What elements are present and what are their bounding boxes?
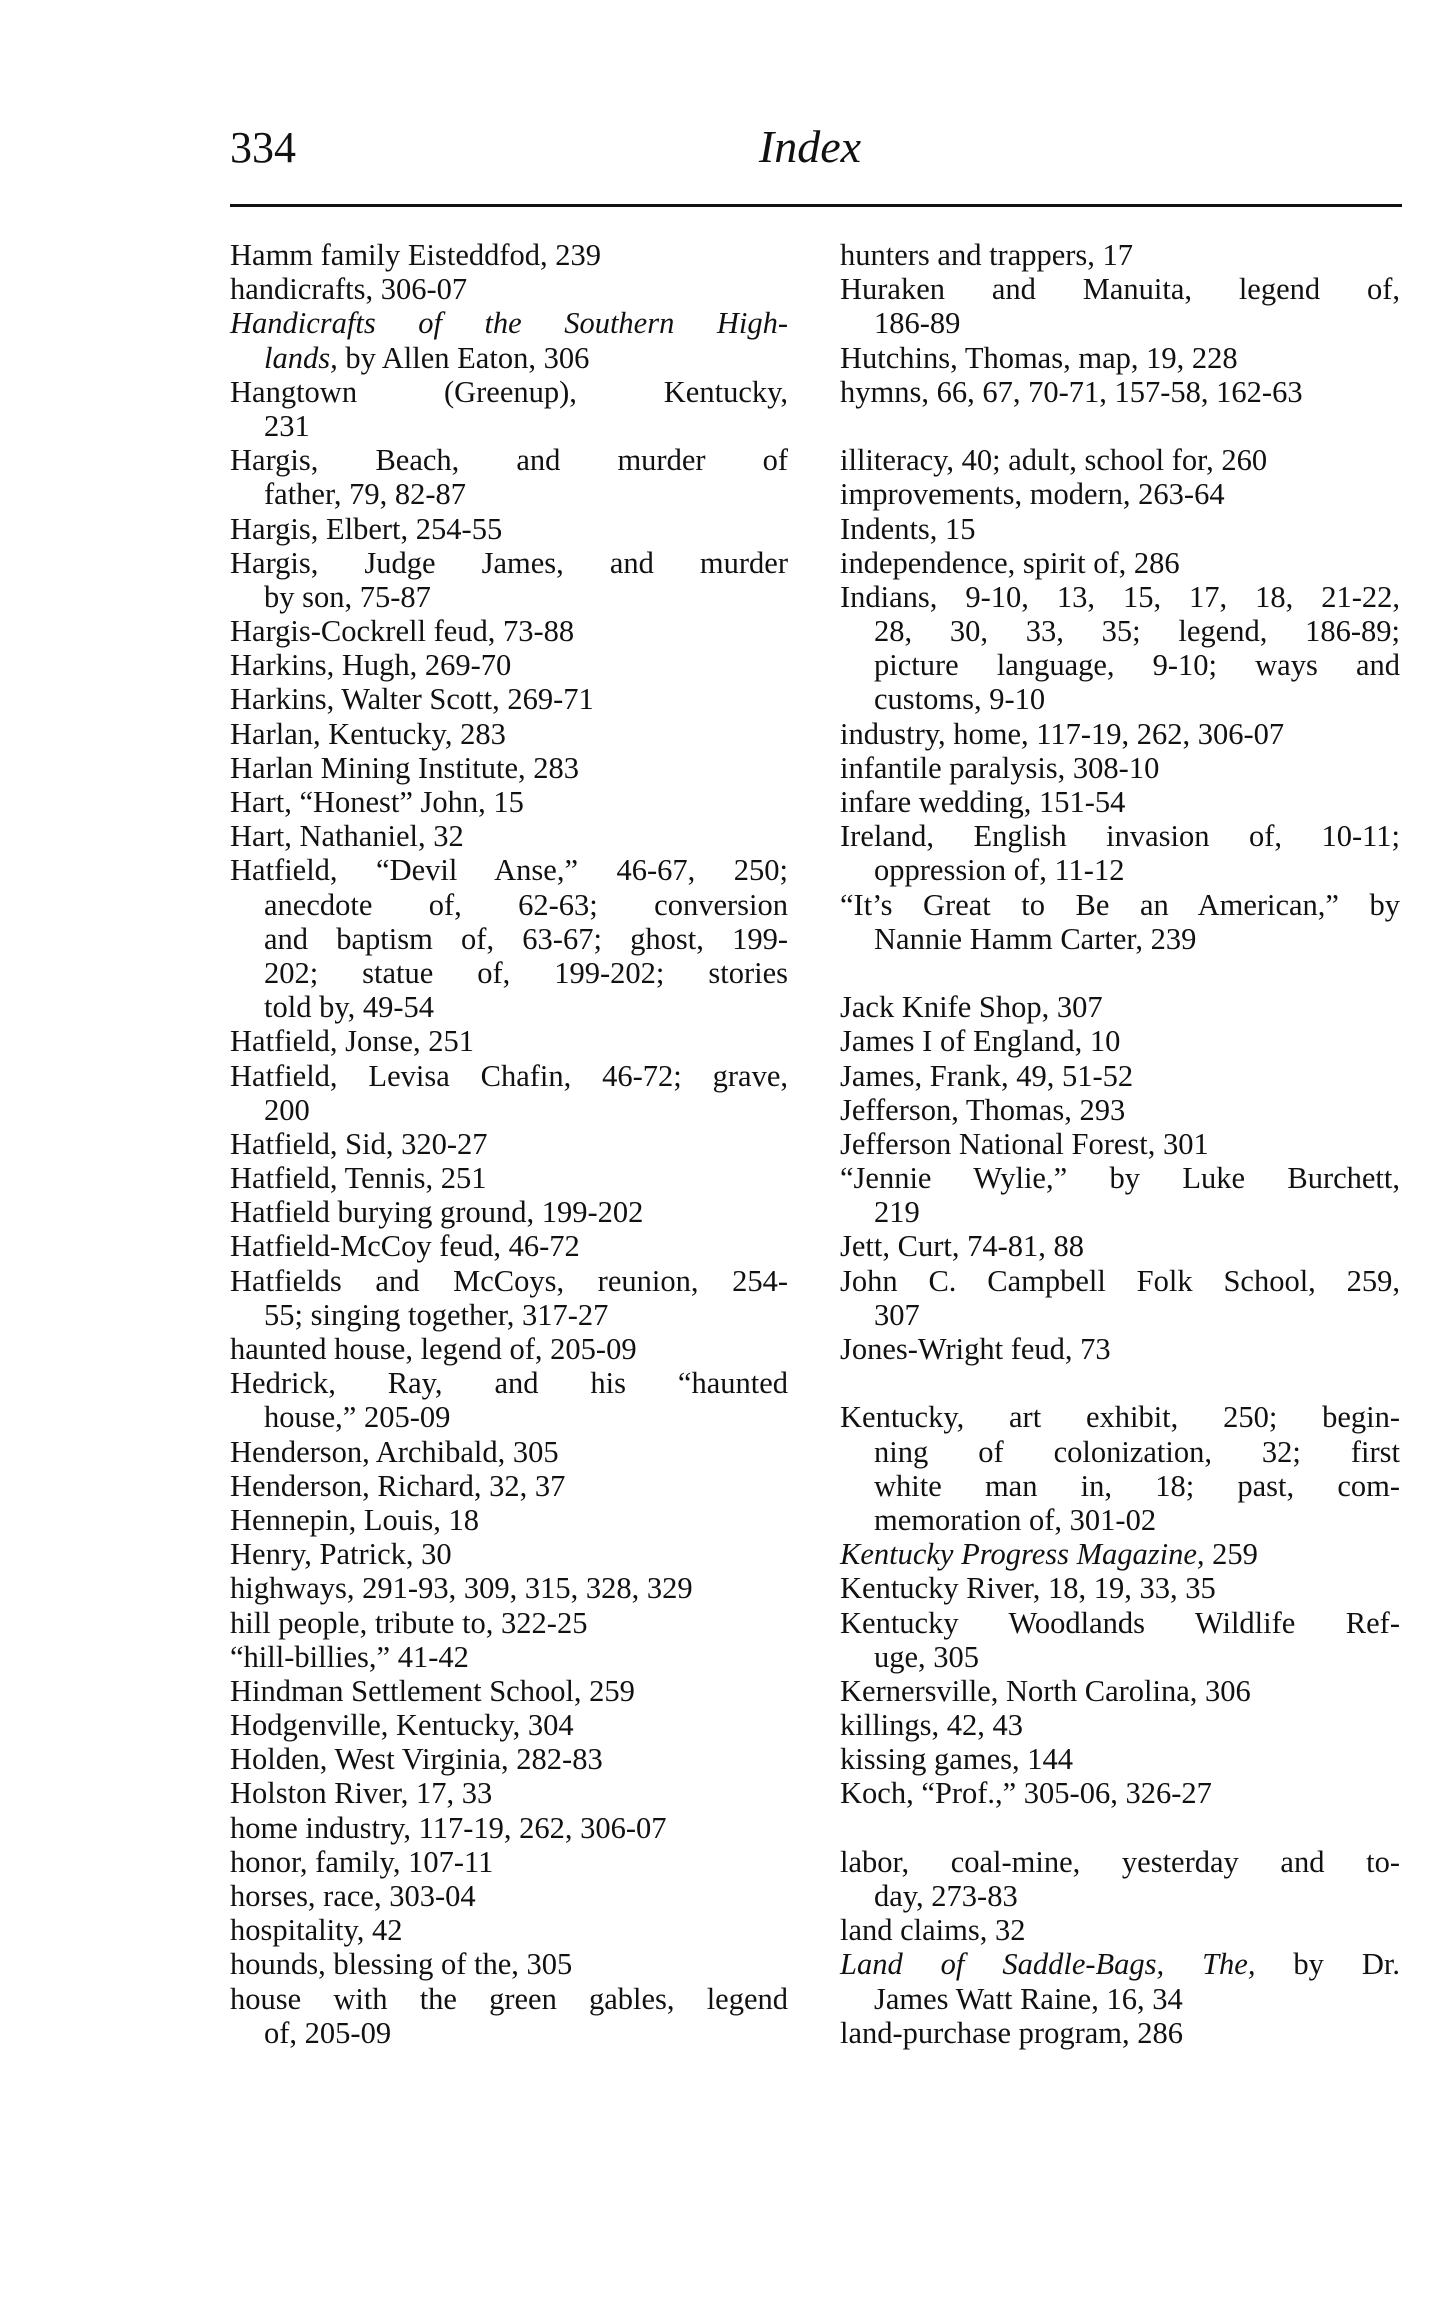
italic-title: Kentucky Progress Magazine, xyxy=(840,1537,1205,1572)
index-entry-line: oppression of, 11-12 xyxy=(874,853,1125,888)
index-entry-line: Hargis, Beach, and murder of xyxy=(230,443,788,478)
index-entry xyxy=(840,1776,1400,1810)
index-entry-line: Jett, Curt, 74-81, 88 xyxy=(840,1229,1084,1264)
index-entry xyxy=(230,306,788,374)
index-entry-line: ning of colonization, 32; first xyxy=(874,1434,1400,1469)
index-entry-line: Harkins, Walter Scott, 269-71 xyxy=(230,682,594,717)
index-entry xyxy=(230,1947,788,1981)
index-entry-line: Harlan, Kentucky, 283 xyxy=(230,716,506,751)
index-entry xyxy=(230,751,788,785)
index-entry-line: Kentucky Progress Magazine, 259 xyxy=(840,1537,1258,1572)
index-entry xyxy=(840,1229,1400,1263)
index-entry-line: hill people, tribute to, 322-25 xyxy=(230,1605,588,1640)
index-entry-line: labor, coal-mine, yesterday and to- xyxy=(840,1844,1400,1879)
index-entry xyxy=(230,853,788,1024)
index-entry xyxy=(230,375,788,443)
index-entry-line: Hatfields and McCoys, reunion, 254- xyxy=(230,1263,788,1298)
index-entry xyxy=(840,1537,1400,1571)
index-entry xyxy=(230,819,788,853)
index-entry xyxy=(230,1161,788,1195)
index-entry xyxy=(840,477,1400,511)
index-entry-line: kissing games, 144 xyxy=(840,1742,1073,1777)
index-entry-line: killings, 42, 43 xyxy=(840,1708,1024,1743)
index-entry-line: haunted house, legend of, 205-09 xyxy=(230,1332,637,1366)
index-entry-line: Kentucky River, 18, 19, 33, 35 xyxy=(840,1571,1216,1606)
index-entry-line: home industry, 117-19, 262, 306-07 xyxy=(230,1810,667,1845)
index-entry xyxy=(230,1571,788,1605)
index-entry xyxy=(840,1093,1400,1127)
index-entry xyxy=(840,1913,1400,1947)
italic-title: Land of Saddle-Bags, The, xyxy=(840,1947,1256,1982)
index-entry xyxy=(840,580,1400,717)
index-entry-line: Hangtown (Greenup), Kentucky, xyxy=(230,374,788,409)
index-entry xyxy=(230,1024,788,1058)
index-entry-line: 307 xyxy=(874,1297,920,1332)
index-entry-line: house,” 205-09 xyxy=(264,1400,451,1435)
index-entry-line: Hatfield, Jonse, 251 xyxy=(230,1024,474,1059)
index-entry-line: land-purchase program, 286 xyxy=(840,2015,1184,2050)
index-entry xyxy=(840,888,1400,956)
index-entry xyxy=(840,1947,1400,2015)
index-entry-line: Hargis-Cockrell feud, 73-88 xyxy=(230,614,575,649)
index-entry xyxy=(230,1195,788,1229)
index-entry xyxy=(840,1161,1400,1229)
index-entry-line: Hargis, Judge James, and murder xyxy=(230,545,788,580)
index-entry-line: Holden, West Virginia, 282-83 xyxy=(230,1742,603,1777)
page-number: 334 xyxy=(230,123,296,172)
index-entry-line: James, Frank, 49, 51-52 xyxy=(840,1058,1134,1093)
index-entry xyxy=(230,1606,788,1640)
index-entry xyxy=(840,1332,1400,1366)
index-entry xyxy=(840,1571,1400,1605)
index-entry-line: Kentucky Woodlands Wildlife Ref- xyxy=(840,1605,1400,1640)
index-entry-line: “It’s Great to Be an American,” by xyxy=(840,887,1400,922)
index-entry-line: by son, 75-87 xyxy=(264,579,431,614)
index-entry xyxy=(840,1264,1400,1332)
index-entry xyxy=(840,375,1400,409)
index-entry xyxy=(230,785,788,819)
index-entry-line: Jefferson National Forest, 301 xyxy=(840,1126,1209,1161)
index-entry xyxy=(230,1982,788,2050)
index-entry-line: 200 xyxy=(264,1092,310,1127)
index-entry-line: Henderson, Richard, 32, 37 xyxy=(230,1468,566,1503)
index-entry-line: Indents, 15 xyxy=(840,511,976,546)
header-rule xyxy=(230,204,1402,207)
index-entry-line: Hatfield, Tennis, 251 xyxy=(230,1161,487,1196)
index-entry-line: anecdote of, 62-63; conversion xyxy=(264,887,788,922)
index-entry-line: hunters and trappers, 17 xyxy=(840,238,1134,272)
index-entry-line: 28, 30, 33, 35; legend, 186-89; xyxy=(874,614,1400,649)
index-entry-line: Jack Knife Shop, 307 xyxy=(840,990,1103,1025)
index-entry-line: “hill-billies,” 41-42 xyxy=(230,1639,469,1674)
index-entry-line: hymns, 66, 67, 70-71, 157-58, 162-63 xyxy=(840,374,1303,409)
index-entry-line: highways, 291-93, 309, 315, 328, 329 xyxy=(230,1571,693,1606)
index-entry-line: 202; statue of, 199-202; stories xyxy=(264,955,788,990)
index-entry xyxy=(840,341,1400,375)
index-entry xyxy=(840,443,1400,477)
index-entry-line: Nannie Hamm Carter, 239 xyxy=(874,921,1197,956)
letter-group-gap xyxy=(840,956,1400,990)
index-entry-line: picture language, 9-10; ways and xyxy=(874,648,1400,683)
index-entry xyxy=(840,512,1400,546)
index-entry xyxy=(230,443,788,511)
index-entry-line: Harlan Mining Institute, 283 xyxy=(230,750,580,785)
index-entry-line: and baptism of, 63-67; ghost, 199- xyxy=(264,921,788,956)
index-entry-line: of, 205-09 xyxy=(264,2015,392,2050)
index-entry-line: Hatfield, Levisa Chafin, 46-72; grave, xyxy=(230,1058,788,1093)
index-entry xyxy=(840,238,1400,272)
letter-group-gap xyxy=(840,1366,1400,1400)
index-entry-line: Kernersville, North Carolina, 306 xyxy=(840,1673,1251,1708)
index-entry-line: Jones-Wright feud, 73 xyxy=(840,1332,1111,1366)
index-entry xyxy=(840,1742,1400,1776)
index-entry xyxy=(230,1708,788,1742)
index-entry-line: hounds, blessing of the, 305 xyxy=(230,1947,573,1982)
index-entry xyxy=(840,1400,1400,1537)
index-entry xyxy=(230,1435,788,1469)
index-entry-line: infantile paralysis, 308-10 xyxy=(840,750,1160,785)
italic-title: lands, xyxy=(264,340,338,375)
index-entry-line: honor, family, 107-11 xyxy=(230,1844,494,1879)
index-entry-line: handicrafts, 306-07 xyxy=(230,272,468,307)
index-entry xyxy=(230,1879,788,1913)
index-entry xyxy=(230,1503,788,1537)
index-entry xyxy=(840,819,1400,887)
index-entry-line: independence, spirit of, 286 xyxy=(840,545,1180,580)
index-entry xyxy=(840,1708,1400,1742)
index-entry xyxy=(230,546,788,614)
index-entry xyxy=(840,1059,1400,1093)
index-entry-line: 219 xyxy=(874,1195,920,1230)
index-column-left xyxy=(230,238,788,2050)
index-entry-line: day, 273-83 xyxy=(874,1879,1018,1913)
index-entry xyxy=(840,1674,1400,1708)
index-entry-line: Hatfield-McCoy feud, 46-72 xyxy=(230,1229,580,1264)
letter-group-gap xyxy=(840,1811,1400,1845)
index-entry-line: Koch, “Prof.,” 305-06, 326-27 xyxy=(840,1776,1212,1811)
index-entry xyxy=(230,614,788,648)
index-entry xyxy=(230,1264,788,1332)
index-entry-line: 231 xyxy=(264,408,310,443)
index-entry xyxy=(840,272,1400,340)
index-entry-line: improvements, modern, 263-64 xyxy=(840,477,1225,512)
index-entry xyxy=(230,1229,788,1263)
index-entry-line: father, 79, 82-87 xyxy=(264,477,467,512)
index-entry xyxy=(840,785,1400,819)
index-entry xyxy=(230,238,788,272)
index-entry-line: hospitality, 42 xyxy=(230,1913,403,1948)
index-entry-line: Hart, Nathaniel, 32 xyxy=(230,819,464,854)
index-entry-line: lands, by Allen Eaton, 306 xyxy=(264,340,590,375)
index-entry xyxy=(840,1127,1400,1161)
index-entry-line: illiteracy, 40; adult, school for, 260 xyxy=(840,443,1268,478)
index-entry xyxy=(230,512,788,546)
italic-title: Handicrafts of the Southern High- xyxy=(230,306,788,341)
index-entry-line: 55; singing together, 317-27 xyxy=(264,1297,609,1332)
index-entry xyxy=(230,1537,788,1571)
index-entry xyxy=(840,717,1400,751)
index-entry-line: John C. Campbell Folk School, 259, xyxy=(840,1263,1400,1298)
index-entry-line: Hindman Settlement School, 259 xyxy=(230,1673,635,1708)
index-entry-line: Henderson, Archibald, 305 xyxy=(230,1434,559,1469)
index-entry-line: land claims, 32 xyxy=(840,1913,1026,1948)
index-entry xyxy=(230,1845,788,1879)
index-entry-line: customs, 9-10 xyxy=(874,682,1046,717)
index-entry xyxy=(840,1606,1400,1674)
index-entry-line: memoration of, 301-02 xyxy=(874,1502,1157,1537)
index-entry-line: told by, 49-54 xyxy=(264,990,434,1025)
index-entry-line: Indians, 9-10, 13, 15, 17, 18, 21-22, xyxy=(840,579,1400,614)
index-entry xyxy=(230,1913,788,1947)
index-entry-line: James I of England, 10 xyxy=(840,1024,1121,1059)
index-entry-line: Hatfield burying ground, 199-202 xyxy=(230,1195,644,1230)
index-entry-line: Land of Saddle-Bags, The, by Dr. xyxy=(840,1947,1400,1982)
index-entry-line: Hennepin, Louis, 18 xyxy=(230,1502,480,1537)
index-entry-line: Jefferson, Thomas, 293 xyxy=(840,1092,1126,1127)
index-entry xyxy=(840,2016,1400,2050)
index-entry-line: infare wedding, 151-54 xyxy=(840,785,1126,819)
index-entry-line: Hutchins, Thomas, map, 19, 228 xyxy=(840,340,1238,375)
index-entry xyxy=(230,717,788,751)
index-entry xyxy=(230,648,788,682)
index-entry-line xyxy=(230,306,788,340)
running-title: Index xyxy=(758,121,862,172)
index-entry xyxy=(230,1811,788,1845)
index-entry xyxy=(230,682,788,716)
index-entry xyxy=(230,1332,788,1366)
index-entry-line: Hedrick, Ray, and his “haunted xyxy=(230,1366,788,1401)
index-entry-line: industry, home, 117-19, 262, 306-07 xyxy=(840,716,1285,751)
index-entry xyxy=(230,1776,788,1810)
letter-group-gap xyxy=(840,409,1400,443)
index-entry-line: Hatfield, Sid, 320-27 xyxy=(230,1126,488,1161)
index-entry-line: Holston River, 17, 33 xyxy=(230,1776,493,1811)
index-entry-line: white man in, 18; past, com- xyxy=(874,1468,1400,1503)
index-entry-line: Henry, Patrick, 30 xyxy=(230,1537,452,1572)
index-entry-line: Hatfield, “Devil Anse,” 46-67, 250; xyxy=(230,853,788,888)
index-entry-line: Huraken and Manuita, legend of, xyxy=(840,272,1400,307)
index-entry-line: uge, 305 xyxy=(874,1639,980,1674)
index-entry-line: 186-89 xyxy=(874,306,961,341)
index-entry-line: “Jennie Wylie,” by Luke Burchett, xyxy=(840,1161,1400,1196)
index-entry-line: Hodgenville, Kentucky, 304 xyxy=(230,1708,574,1743)
index-entry xyxy=(230,1742,788,1776)
index-entry xyxy=(230,1640,788,1674)
index-entry-line: Hart, “Honest” John, 15 xyxy=(230,785,524,819)
index-entry-line: Harkins, Hugh, 269-70 xyxy=(230,648,512,683)
index-entry xyxy=(840,990,1400,1024)
index-entry xyxy=(230,1469,788,1503)
index-entry xyxy=(230,1366,788,1434)
index-entry xyxy=(230,1127,788,1161)
index-entry-line: Ireland, English invasion of, 10-11; xyxy=(840,819,1400,854)
index-entry-line: Kentucky, art exhibit, 250; begin- xyxy=(840,1400,1400,1435)
index-column-right xyxy=(840,238,1400,2050)
index-entry xyxy=(230,1674,788,1708)
index-entry-line: house with the green gables, legend xyxy=(230,1981,788,2016)
index-entry xyxy=(230,1059,788,1127)
index-entry-line: James Watt Raine, 16, 34 xyxy=(874,1981,1183,2016)
index-entry xyxy=(230,272,788,306)
index-entry-line: Hargis, Elbert, 254-55 xyxy=(230,511,503,546)
index-entry xyxy=(840,751,1400,785)
index-entry xyxy=(840,1845,1400,1913)
index-entry xyxy=(840,1024,1400,1058)
index-entry-line: Hamm family Eisteddfod, 239 xyxy=(230,238,602,272)
index-entry-line: horses, race, 303-04 xyxy=(230,1879,476,1913)
index-entry xyxy=(840,546,1400,580)
